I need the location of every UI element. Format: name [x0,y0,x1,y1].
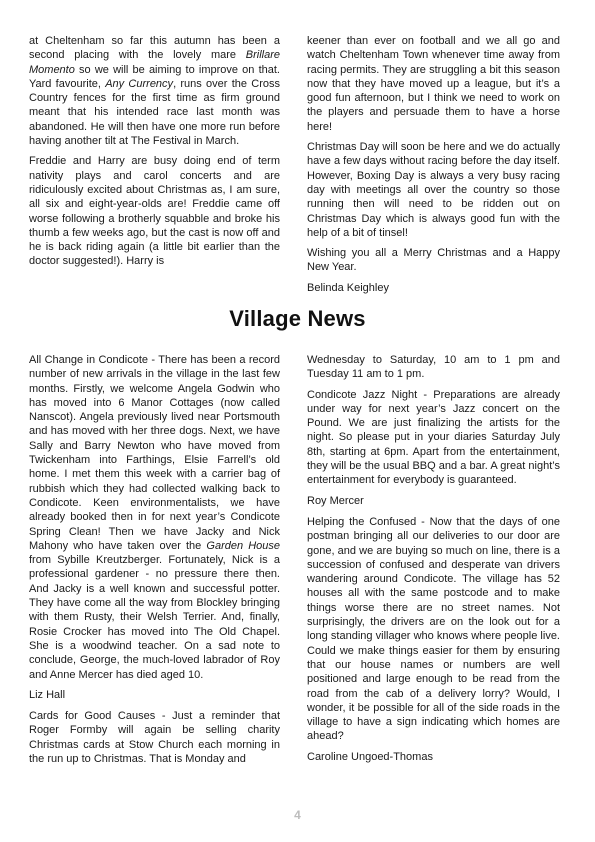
football-paragraph: keener than ever on football and we all go and watch Cheltenham Town whenever time away from racing permits. They are struggling a bit this season now that they have moved up a league, but it’s a good fun afternoon, but I think we need to work on the players and persuade them to have a horse here! [307,35,560,133]
column-1 [29,34,280,275]
author-signature: Liz Hall [29,688,66,701]
christmas-paragraph: Christmas Day will soon be here and we do actually have a few days without racing before the day itself. However, Boxing Day is always a very busy racing day with meetings all over the country so those running then will need to be ridden out on Christmas Day which is always good fun with the help of a bit of tinsel! [307,141,560,239]
author-signature: Caroline Ungoed-Thomas [307,750,433,763]
new-arrivals-paragraph: All Change in Condicote - There has been a record number of new arrivals in the village in the last few months. Firstly, we welcome Angela Godwin who has moved into 6 Manor Cottages (now called Nanscot). Angela previously lived near Portsmouth and has moved with her three dogs. Next, we have Sally and Barry Newton who have moved from Twickenham into Farthings, Elsie Farrell’s old home. I met them this week with a carrier bag of rubbish which they had collected walking back to Condicote. Keen environmentalists, we have already booked then in for next year’s Condicote Spring Clean! Then we have Jacky and Nick Mahony who have taken over the Garden House from Sybille Kreutzberger. Fortunately, Nick is a professional gardener - no pressure there then. And Jacky is a well known and successful potter. They have come all the way from Blockley bringing with them Rusty, their Welsh Terrier. And, finally, Rosie Crocker has moved into The Old Chapel. She is a woodwind teacher. On a sad note to conclude, George, the much-loved labrador of Roy and Anne Mercer has died aged 10. [29,354,280,681]
racing-paragraph-1: at Cheltenham so far this autumn has been a second placing with the lovely mare Brillare Momento so we will be aiming to improve on that. Yard favourite, Any Currency, runs over the Cross Country fences for the first time as firm ground meant that his intended race last month was abandoned. He will then have one more run before having another tilt at The Festival in March. [29,35,281,148]
column-4 [307,353,560,771]
italic-name: Brillare Momento [29,49,280,76]
cards-hours-paragraph: Wednesday to Saturday, 10 am to 1 pm and Tuesday 11 am to 1 pm. [307,354,560,381]
wishes-paragraph: Wishing you all a Merry Christmas and a Happy New Year. [307,247,560,274]
author-signature: Roy Mercer [307,494,364,507]
deliveries-paragraph: Helping the Confused - Now that the days of one postman bringing all our deliveries to our door are gone, and we are buying so much on line, there is a succession of confused and desperate van drivers wandering around Condicote. The village has 52 houses all with the same postcode and to make things worse there are no street names. Not surprisingly, the drivers are on the look out for a long standing villager who knows where people live. Could we make things easier for them by ensuring that our house names or numbers are well positioned and large enough to be read from the road from the cab of a delivery lorry? Would, I wonder, it be possible for all of the side roads in the village to have a sign indicating which homes are ahead? [307,515,560,743]
italic-name: Any Currency [105,77,174,90]
author-signature: Belinda Keighley [307,281,389,294]
jazz-night-paragraph: Condicote Jazz Night - Preparations are already under way for next year’s Jazz concert on the Pound. We are just finalizing the artists for the night. So please put in your diaries Saturday July 8th, starting at 6pm. Apart from the entertainment, they will be the usual BBQ and a bar. A great night’s entertainment for everybody is guaranteed. [307,388,560,487]
column-2 [307,34,560,302]
section-heading: Village News [229,306,366,331]
family-paragraph: Freddie and Harry are busy doing end of term nativity plays and carol concerts and are ridiculously excited about Christmas as, I am sure, all six and eight-year-olds are! Freddie came off worse following a brotherly squabble and broke his thumb a few weeks ago, but the cast is now off and he is back riding again (a little bit earlier than the doctor suggested!). Harry is [29,155,280,268]
cards-paragraph: Cards for Good Causes - Just a reminder that Roger Formby will again be selling charity Christmas cards at Stow Church each morning in the run up to Christmas. That is Monday and [29,710,280,766]
italic-name: Garden House [206,539,280,552]
column-3 [29,353,280,772]
page-number: 4 [294,808,301,822]
